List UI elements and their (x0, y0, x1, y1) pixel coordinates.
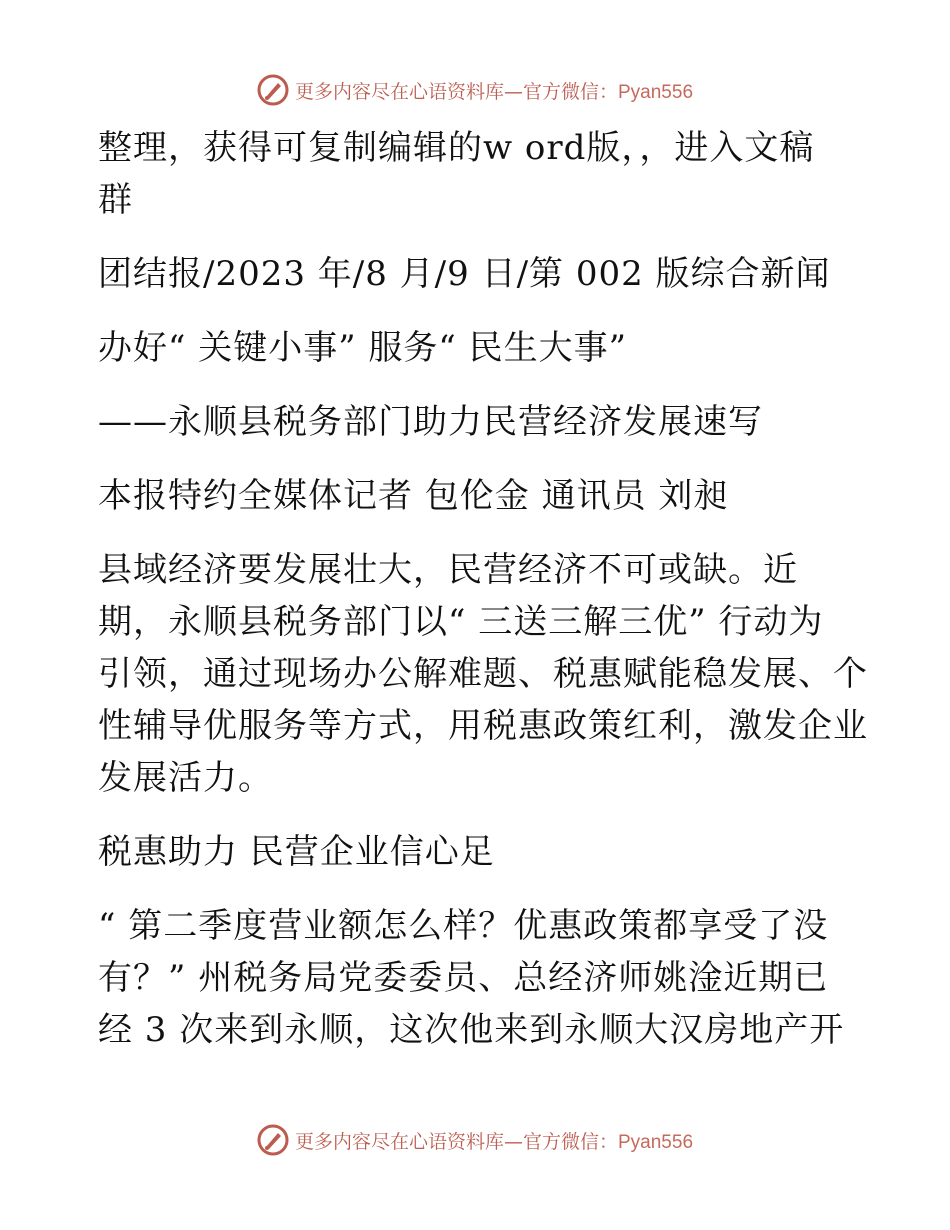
header-watermark (0, 70, 950, 110)
paragraph-1: 县域经济要发展壮大，民营经济不可或缺。近 期，永顺县税务部门以“ 三送三解三优” 行动为 引领，通过现场办公解难题、税惠赋能稳发展、个 性辅导优服务等方式，用税惠政策红利，激发企业 发展活力。 (98, 550, 868, 798)
section-heading: 税惠助力 民营企业信心足 (98, 832, 495, 872)
pen-logo-icon (257, 1124, 289, 1156)
article-subtitle: ——永顺县税务部门助力民营经济发展速写 (98, 402, 763, 442)
watermark-text: 更多内容尽在心语资料库—官方微信：Pyan556 (294, 80, 694, 103)
pen-logo-icon (257, 74, 289, 106)
watermark-text: 更多内容尽在心语资料库—官方微信：Pyan556 (294, 1130, 694, 1153)
document-body (98, 122, 868, 1056)
newspaper-source: 团结报/2023 年/8 月/9 日/第 002 版综合新闻 (98, 254, 831, 294)
intro-line-1: 整理，获得可复制编辑的w ord版，，进入文稿 群 (98, 128, 815, 220)
article-title: 办好“ 关键小事” 服务“ 民生大事” (98, 328, 627, 368)
byline: 本报特约全媒体记者 包伦金 通讯员 刘昶 (98, 476, 729, 516)
paragraph-2: “ 第二季度营业额怎么样？优惠政策都享受了没 有？” 州税务局党委委员、总经济师姚淦近期已 经 3 次来到永顺，这次他来到永顺大汉房地产开 (98, 906, 845, 1050)
footer-watermark (0, 1120, 950, 1160)
